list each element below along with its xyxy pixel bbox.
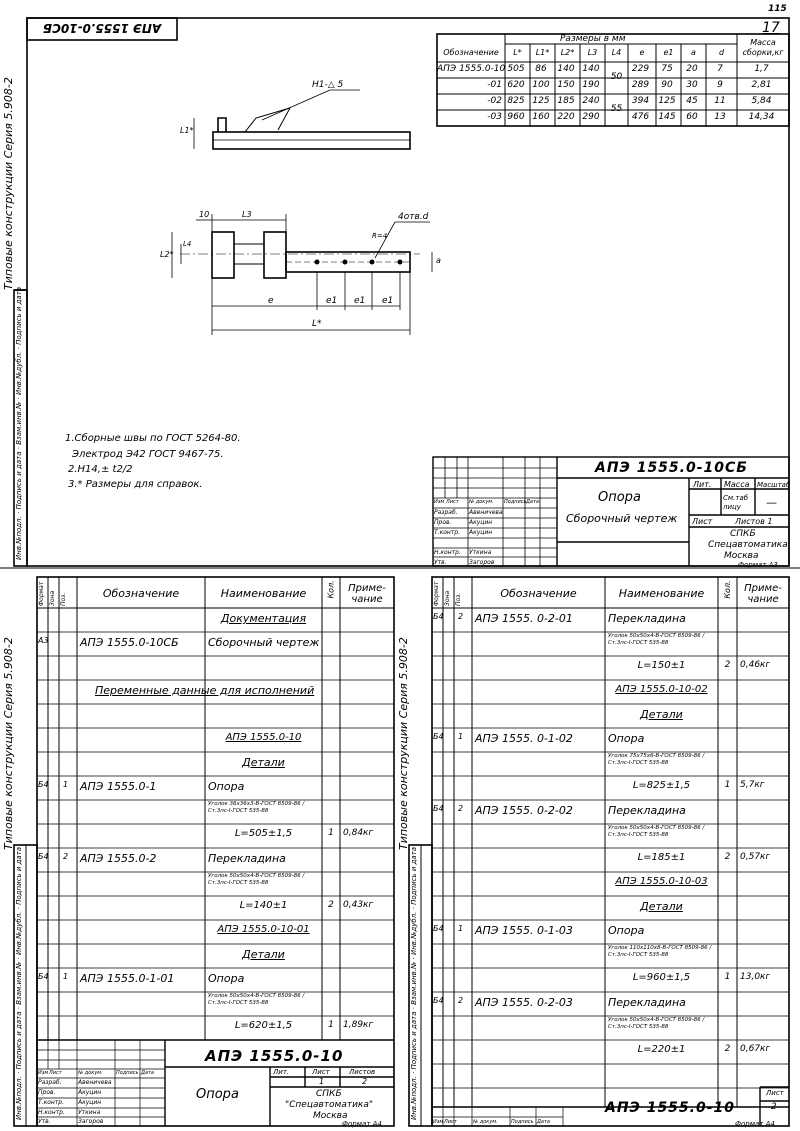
- right-spec-name: L=185±1: [637, 852, 686, 863]
- right-spec-qty: 1: [724, 780, 731, 790]
- tb-top-role-name: Уткина: [469, 549, 492, 556]
- left-spec-fmt: Б4: [38, 780, 49, 789]
- right-spec-pos: 1: [458, 732, 464, 741]
- right-spec-fmt: Б4: [433, 732, 444, 741]
- right-spec-name: Опора: [608, 732, 645, 745]
- tb-left-code: АПЭ 1555.0-10: [205, 1047, 344, 1065]
- right-spec-note: 0,46кг: [740, 660, 771, 670]
- tb-top-header-col: Лист: [446, 499, 459, 505]
- left-spec-name: L=620±1,5: [234, 1020, 293, 1031]
- left-spec-qty: 1: [328, 1020, 334, 1030]
- left-spec-name: L=505±1,5: [234, 828, 293, 839]
- dims-cell: АПЭ 1555.0-10: [437, 64, 506, 74]
- dims-cell: 5,84: [751, 96, 772, 106]
- left-spec-pos: 2: [63, 852, 69, 861]
- left-spec-name: Перекладина: [208, 852, 286, 865]
- dims-cell: 145: [658, 112, 676, 122]
- tb-left-header-col: Подпись: [116, 1070, 139, 1076]
- tb-right-code: АПЭ 1555.0-10: [605, 1100, 736, 1116]
- right-spec-name: L=825±1,5: [632, 780, 691, 791]
- tb-left-role: Т.контр.: [38, 1099, 65, 1106]
- right-spec-name: АПЭ 1555.0-10-02: [615, 684, 708, 695]
- dims-cell: 11: [714, 96, 726, 106]
- right-spec-header-note: Приме-чание: [744, 583, 782, 605]
- note-2: 2.Н14,± t2/2: [68, 464, 133, 475]
- e1-label-2: e1: [354, 296, 366, 306]
- tb-top-role: Утв.: [434, 559, 447, 566]
- tb-top-role-name: Акуцин: [469, 519, 493, 526]
- left-spec-header-name: Наименование: [220, 587, 307, 600]
- right-spec-qty: 1: [724, 972, 731, 982]
- right-spec-name: Уголок 50х50х4-В-ГОСТ 8509-86 / Ст.3пс-I-ГОСТ 535-88: [608, 633, 705, 646]
- note-1b: Электрод Э42 ГОСТ 9467-75.: [72, 449, 224, 460]
- rotated-stamp: АПЭ 1555.0-10СБ: [42, 21, 162, 35]
- dims-cell: 90: [661, 80, 673, 90]
- tb-right-sheet: Лист: [766, 1089, 784, 1097]
- tb-left-role: Разраб.: [38, 1079, 62, 1086]
- left-spec-name: Детали: [242, 756, 285, 769]
- dims-cell: 125: [532, 96, 550, 106]
- sheet-corner-number: 17: [762, 20, 780, 36]
- dims-cell: 75: [661, 64, 673, 74]
- dims-cell: 289: [631, 80, 650, 90]
- side-strip-right: Инв.№подл. · Подпись и дата · Взам.инв.№ · Инв.№дубл. · Подпись и дата: [410, 846, 418, 1120]
- dims-header-cell: e: [639, 48, 645, 57]
- right-spec-code: АПЭ 1555. 0-2-03: [475, 996, 573, 1009]
- tb-left-name: Опора: [196, 1087, 239, 1102]
- dims-l4-merged-1: 50: [610, 72, 623, 82]
- dims-cell: 100: [532, 80, 550, 90]
- right-spec-name: Уголок 75х75х6-В-ГОСТ 8509-86 / Ст.3пс-I-ГОСТ 535-88: [608, 753, 705, 766]
- tb-top-role: Т.контр.: [434, 529, 461, 536]
- left-spec-note: 0,43кг: [343, 900, 374, 910]
- right-spec-note: 5,7кг: [740, 780, 765, 790]
- dims-cell: 185: [557, 96, 575, 106]
- right-spec-name: L=960±1,5: [632, 972, 691, 983]
- tb-left-role-name: Акуцин: [78, 1099, 102, 1106]
- left-spec-name: Уголок 50х50х4-В-ГОСТ 8509-86 / Ст.3пс-I-ГОСТ 535-88: [208, 873, 305, 886]
- left-spec-header-note: Приме-чание: [348, 583, 386, 605]
- l1-label: L1*: [180, 126, 194, 135]
- radius-label: R=4: [372, 232, 388, 240]
- tb-left-lit: Лит.: [273, 1068, 290, 1076]
- dims-cell: 60: [686, 112, 698, 122]
- left-spec-code: АПЭ 1555.0-1-01: [80, 972, 175, 985]
- left-spec-fmt: Б4: [38, 852, 49, 861]
- right-spec-pos: 2: [458, 996, 464, 1005]
- tb-top-scale-value: —: [766, 496, 777, 509]
- a-label: a: [436, 256, 441, 265]
- l2-label: L2*: [160, 250, 174, 259]
- dims-group-header: Размеры в мм: [560, 34, 626, 44]
- dims-cell: 394: [631, 96, 650, 106]
- tb-left-sheets-no: 2: [362, 1077, 368, 1086]
- tb-left-sheets: Листов: [349, 1068, 376, 1076]
- right-spec-note: 0,67кг: [740, 1044, 771, 1054]
- dims-cell: 140: [557, 64, 575, 74]
- tb-top-lit: Лит.: [693, 480, 712, 489]
- dims-header-cell: L4: [611, 48, 622, 57]
- left-spec-pos: 1: [63, 780, 69, 789]
- left-spec-name: Переменные данные для исполнений: [95, 684, 315, 697]
- left-spec-name: Документация: [220, 612, 307, 625]
- tb-left-role-name: Авеничева: [78, 1079, 112, 1086]
- tb-top-role-name: Акуцин: [469, 529, 493, 536]
- tb-left-header-col: Изм: [38, 1070, 49, 1076]
- tb-top-header-col: № докум.: [469, 499, 494, 505]
- right-spec-name: Опора: [608, 924, 645, 937]
- left-spec-name: Детали: [242, 948, 285, 961]
- right-spec-name: Перекладина: [608, 996, 686, 1009]
- dims-header-cell: a: [691, 48, 696, 57]
- right-spec-name: Детали: [640, 900, 683, 913]
- tb-top-name: Опора: [598, 490, 641, 505]
- series-label-left: Типовые конструкции Серия 5.908-2: [2, 637, 15, 850]
- left-spec-fmt: Б4: [38, 972, 49, 981]
- tb-right-header-col: Подпись: [511, 1119, 534, 1125]
- left-spec-qty: 1: [328, 828, 334, 838]
- tb-right-format: Формат А4: [735, 1120, 775, 1128]
- side-strip-top: Инв.№подл. · Подпись и дата · Взам.инв.№ · Инв.№дубл. · Подпись и дата: [15, 286, 23, 560]
- dims-header-cell: L2*: [560, 48, 575, 57]
- tb-top-mass-value: См.таб лицу: [723, 494, 749, 511]
- tb-top-org3: Москва: [724, 551, 759, 561]
- dim10-label: 10: [199, 210, 210, 219]
- left-spec-header-qty: Кол.: [326, 580, 336, 599]
- dims-cell: 150: [557, 80, 575, 90]
- tb-top-sheets: Листов 1: [735, 517, 773, 526]
- dims-cell: 20: [686, 64, 698, 74]
- dims-cell: 620: [507, 80, 525, 90]
- dims-cell: 825: [507, 96, 525, 106]
- left-spec-name: Опора: [208, 780, 245, 793]
- page-number: 115: [768, 4, 787, 14]
- dims-cell: 190: [582, 80, 600, 90]
- tb-left-org2: "Спецавтоматика": [285, 1100, 374, 1110]
- tb-top-mass: Масса: [724, 480, 750, 489]
- dims-cell: 2,81: [751, 80, 772, 90]
- l3-label: L3: [242, 210, 252, 219]
- tb-top-role-name: Загоров: [469, 559, 495, 566]
- dims-header-cell: L*: [513, 48, 522, 57]
- note-3: 3.* Размеры для справок.: [68, 479, 203, 490]
- e1-label-1: e1: [326, 296, 338, 306]
- tb-top-org2: Спецавтоматика: [708, 540, 788, 550]
- right-spec-fmt: Б4: [433, 612, 444, 621]
- dims-cell: 14,34: [748, 112, 775, 122]
- right-spec-pos: 1: [458, 924, 464, 933]
- left-spec-code: АПЭ 1555.0-2: [80, 852, 157, 865]
- tb-left-org1: СПКБ: [316, 1089, 342, 1099]
- tb-top-doctype: Сборочный чертеж: [566, 512, 678, 525]
- dims-cell: 476: [631, 112, 650, 122]
- tb-left-header-col: Дата: [141, 1070, 154, 1076]
- right-spec-name: Перекладина: [608, 612, 686, 625]
- dims-cell: 9: [717, 80, 723, 90]
- tb-right-header-col: Дата: [537, 1119, 550, 1125]
- right-spec-header-name: Наименование: [618, 587, 705, 600]
- tb-left-role-name: Уткина: [78, 1109, 101, 1116]
- left-spec-pos: 1: [63, 972, 69, 981]
- left-spec-note: 0,84кг: [343, 828, 374, 838]
- dims-header-cell: L1*: [535, 48, 550, 57]
- tb-left-role: Н.контр.: [38, 1109, 65, 1116]
- dims-header-cell: e1: [663, 48, 674, 57]
- dims-cell: 13: [714, 112, 726, 122]
- tb-top-role-name: Авеничева: [469, 509, 503, 516]
- dims-cell: 125: [658, 96, 676, 106]
- right-spec-name: L=220±1: [637, 1044, 686, 1055]
- tb-right-header-col: Лист: [444, 1119, 457, 1125]
- tb-left-role: Пров.: [38, 1089, 56, 1096]
- holes-label: 4отв.d: [398, 212, 429, 222]
- tb-left-header-col: № докум.: [78, 1070, 103, 1076]
- side-strip-left: Инв.№подл. · Подпись и дата · Взам.инв.№ · Инв.№дубл. · Подпись и дата: [15, 846, 23, 1120]
- dims-cell: 160: [532, 112, 550, 122]
- left-spec-name: Уголок 50х50х4-В-ГОСТ 8509-86 / Ст.3пс-I-ГОСТ 535-88: [208, 993, 305, 1006]
- tb-left-role-name: Загоров: [78, 1118, 104, 1125]
- tb-right-sheet-no: 2: [771, 1102, 777, 1112]
- tb-top-header-col: Дата: [526, 499, 539, 505]
- tb-top-role: Пров.: [434, 519, 452, 526]
- right-spec-header-qty: Кол.: [723, 580, 732, 599]
- tb-top-sheet: Лист: [692, 517, 713, 526]
- dims-header-cell: Масса сборки,кг: [742, 38, 784, 57]
- right-spec-pos: 2: [458, 612, 464, 621]
- dims-l4-merged-2: 55: [610, 104, 623, 114]
- note-1: 1.Сборные швы по ГОСТ 5264-80.: [65, 433, 241, 444]
- left-spec-name: Опора: [208, 972, 245, 985]
- tb-top-header-col: Подпись: [504, 499, 527, 505]
- left-spec-name: L=140±1: [239, 900, 288, 911]
- tb-top-role: Разраб.: [434, 509, 458, 516]
- dims-header-cell: Обозначение: [443, 48, 499, 57]
- dims-header-cell: d: [718, 48, 725, 57]
- e-label: e: [268, 296, 274, 306]
- right-spec-fmt: Б4: [433, 996, 444, 1005]
- l4-label: L4: [183, 240, 192, 248]
- tb-left-org3: Москва: [313, 1111, 348, 1121]
- left-spec-note: 1,89кг: [343, 1020, 374, 1030]
- weld-label: Н1-△ 5: [312, 80, 344, 90]
- dims-cell: -03: [487, 112, 502, 122]
- tb-top-role: Н.контр.: [434, 549, 461, 556]
- dims-cell: 220: [557, 112, 575, 122]
- tb-top-code: АПЭ 1555.0-10СБ: [595, 460, 748, 476]
- left-spec-header-designation: Обозначение: [102, 587, 180, 600]
- right-spec-header-2: Поз.: [455, 592, 462, 606]
- left-spec-header-2: Поз.: [60, 592, 67, 606]
- tb-left-role-name: Акуцин: [78, 1089, 102, 1096]
- tb-top-header-col: Изм: [434, 499, 445, 505]
- right-spec-code: АПЭ 1555. 0-1-02: [475, 732, 573, 745]
- dims-cell: 229: [631, 64, 650, 74]
- series-label-top: Типовые конструкции Серия 5.908-2: [2, 77, 15, 290]
- left-spec-name: Сборочный чертеж: [208, 636, 320, 649]
- e1-label-3: e1: [382, 296, 394, 306]
- left-spec-fmt: А3: [38, 636, 49, 645]
- right-spec-code: АПЭ 1555. 0-1-03: [475, 924, 573, 937]
- left-spec-code: АПЭ 1555.0-10СБ: [80, 636, 179, 649]
- right-spec-qty: 2: [724, 1044, 731, 1054]
- left-spec-code: АПЭ 1555.0-1: [80, 780, 157, 793]
- left-spec-qty: 2: [328, 900, 334, 910]
- right-spec-header-0: Формат: [433, 581, 440, 606]
- right-spec-name: АПЭ 1555.0-10-03: [615, 876, 708, 887]
- tb-right-header-col: Изм: [433, 1119, 444, 1125]
- tb-top-scale: Масштаб: [757, 481, 791, 489]
- dims-cell: 30: [686, 80, 698, 90]
- tb-left-header-col: Лист: [49, 1070, 62, 1076]
- dims-cell: 86: [535, 64, 547, 74]
- tb-left-format: Формат А4: [342, 1120, 382, 1128]
- dims-cell: 7: [717, 64, 723, 74]
- right-spec-pos: 2: [458, 804, 464, 813]
- tb-top-org1: СПКБ: [730, 529, 756, 539]
- right-spec-name: Перекладина: [608, 804, 686, 817]
- right-spec-name: Уголок 50х50х4-В-ГОСТ 8509-86 / Ст.3пс-I-ГОСТ 535-88: [608, 825, 705, 838]
- right-spec-fmt: Б4: [433, 804, 444, 813]
- left-spec-name: АПЭ 1555.0-10: [225, 732, 302, 743]
- dims-cell: -02: [487, 96, 502, 106]
- right-spec-header-designation: Обозначение: [500, 587, 577, 600]
- right-spec-fmt: Б4: [433, 924, 444, 933]
- series-label-right: Типовые конструкции Серия 5.908-2: [397, 637, 410, 850]
- dims-cell: -01: [487, 80, 502, 90]
- right-spec-qty: 2: [724, 852, 731, 862]
- right-spec-note: 0,57кг: [740, 852, 771, 862]
- L-label: L*: [312, 319, 322, 329]
- dims-cell: 140: [582, 64, 600, 74]
- dims-cell: 960: [507, 112, 525, 122]
- right-spec-name: Уголок 50х50х4-В-ГОСТ 8509-86 / Ст.3пс-I-ГОСТ 535-88: [608, 1017, 705, 1030]
- tb-right-header-col: № докум.: [473, 1119, 498, 1125]
- right-spec-name: Детали: [640, 708, 683, 721]
- left-spec-name: АПЭ 1555.0-10-01: [217, 924, 310, 935]
- right-spec-note: 13,0кг: [740, 972, 771, 982]
- left-spec-header-0: Формат: [38, 581, 45, 606]
- right-spec-qty: 2: [724, 660, 731, 670]
- dims-header-cell: L3: [587, 48, 598, 57]
- right-spec-header-1: Зона: [444, 590, 451, 606]
- right-spec-code: АПЭ 1555. 0-2-01: [475, 612, 573, 625]
- right-spec-name: Уголок 110х110х8-В-ГОСТ 8509-86 / Ст.3пс-I-ГОСТ 535-88: [608, 945, 712, 958]
- dims-cell: 45: [686, 96, 698, 106]
- right-spec-name: L=150±1: [637, 660, 686, 671]
- tb-left-role: Утв.: [38, 1118, 51, 1125]
- tb-left-sheet: Лист: [312, 1068, 330, 1076]
- tb-left-sheet-no: 1: [319, 1077, 325, 1086]
- right-spec-code: АПЭ 1555. 0-2-02: [475, 804, 573, 817]
- left-spec-header-1: Зона: [49, 590, 56, 606]
- dims-cell: 505: [507, 64, 525, 74]
- tb-top-format: Формат А3: [738, 561, 778, 569]
- dims-cell: 290: [582, 112, 600, 122]
- dims-cell: 1,7: [754, 64, 769, 74]
- dims-cell: 240: [582, 96, 600, 106]
- left-spec-name: Уголок 36х36х3-В-ГОСТ 8509-86 / Ст.3пс-I-ГОСТ 535-88: [208, 801, 305, 814]
